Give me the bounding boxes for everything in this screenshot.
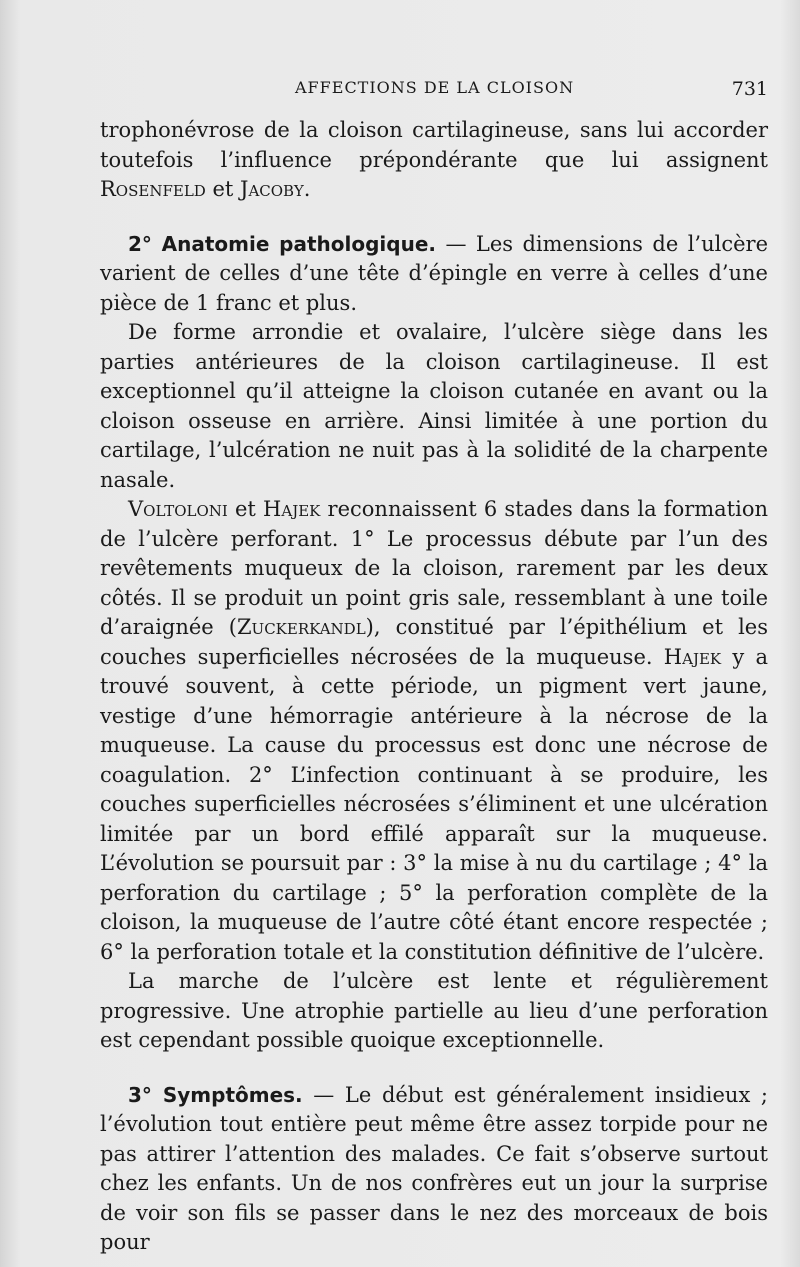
section-heading: 2° Anatomie pathologique. — [128, 231, 436, 256]
section-heading: 3° Symptômes. — [128, 1082, 303, 1107]
paragraph: Voltoloni et Hajek reconnaissent 6 stades dans la formation de l’ulcère perforant. 1° Le processus débute par l’un des revêtements muqueux de la cloison, rarement par les deux côtés. Il se produit un point gris sale, ressemblant à une toile d’araignée (Zuckerkandl), constitué par l’épithélium et les couches superficielles nécrosées de la muqueuse. Hajek y a trouvé souvent, à cette période, un pigment vert jaune, vestige d’une hémorragie antérieure à la nécrose de la muqueuse. La cause du processus est donc une nécrose de coagulation. 2° L’infection continuant à se produire, les couches superficielles nécrosées s’éliminent et une ulcération limitée par un bord effilé apparaît sur la muqueuse. L’évolution se poursuit par : 3° la mise à nu du cartilage ; 4° la perforation du cartilage ; 5° la perforation complète de la cloison, la muqueuse de l’autre côté étant encore respectée ; 6° la perforation totale et la constitution définitive de l’ulcère. — [100, 497, 769, 964]
author-name: Zuckerkandl — [236, 615, 366, 639]
author-name: Hajek — [263, 497, 321, 521]
author-name: Hajek — [663, 644, 722, 669]
section-symptomes: 3° Symptômes. — Le début est généralement insidieux ; l’évolution tout entière peut même être assez torpide pour ne pas attirer l’attention des malades. Ce fait s’observe surtout chez les enfants. Un de nos confrères eut un jour la surprise de voir son fils se passer dans le nez des morceaux de bois pour — [100, 1082, 768, 1254]
author-name: Jacoby — [240, 177, 304, 201]
body-text — [100, 116, 768, 1258]
section-anatomie: 2° Anatomie pathologique. — Les dimensions de l’ulcère varient de celles d’une tête d’épingle en verre à celles d’une pièce de 1 franc et plus. — [100, 231, 768, 315]
running-title: AFFECTIONS DE LA CLOISON — [295, 78, 575, 97]
paragraph-continuation: trophonévrose de la cloison cartilagineuse, sans lui accorder toutefois l’influence prépondérante que lui assignent Rosenfeld et Jacoby. — [100, 118, 768, 201]
author-name: Voltoloni — [128, 497, 228, 521]
running-head — [100, 78, 768, 102]
paragraph: La marche de l’ulcère est lente et régulièrement progressive. Une atrophie partielle au lieu d’une perforation est cependant possible quoique exceptionnelle. — [100, 969, 768, 1052]
author-name: Rosenfeld — [100, 177, 206, 201]
paragraph: De forme arrondie et ovalaire, l’ulcère siège dans les parties antérieures de la cloison cartilagineuse. Il est exceptionnel qu’il atteigne la cloison cutanée en avant ou la cloison osseuse en arrière. Ainsi limitée à une portion du cartilage, l’ulcération ne nuit pas à la solidité de la charpente nasale. — [100, 320, 768, 492]
page-number: 731 — [731, 78, 768, 100]
